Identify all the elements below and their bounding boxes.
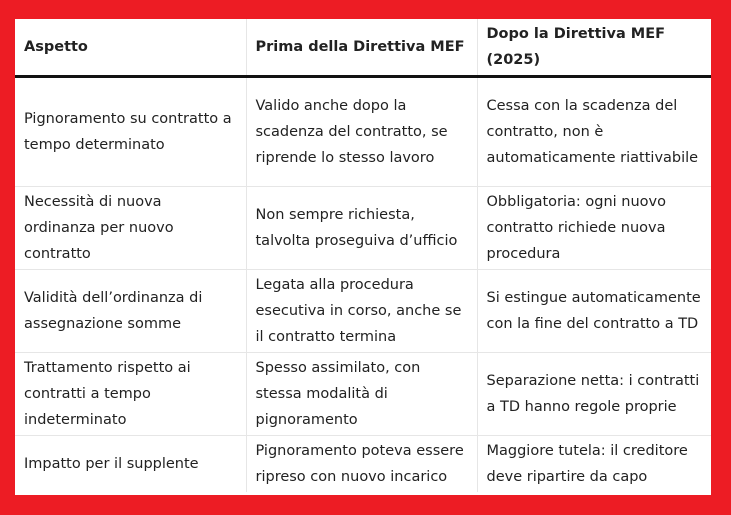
cell-aspetto: Pignoramento su contratto a tempo determinato bbox=[15, 76, 246, 186]
header-row bbox=[15, 19, 711, 76]
cell-dopo: Obbligatoria: ogni nuovo contratto richiede nuova procedura bbox=[477, 186, 711, 269]
header-prima: Prima della Direttiva MEF bbox=[246, 19, 477, 76]
table-row bbox=[15, 186, 711, 269]
table-row bbox=[15, 76, 711, 186]
comparison-panel bbox=[15, 19, 711, 495]
cell-aspetto: Impatto per il supplente bbox=[15, 435, 246, 492]
cell-aspetto: Trattamento rispetto ai contratti a tempo indeterminato bbox=[15, 352, 246, 435]
table-row bbox=[15, 435, 711, 492]
header-dopo: Dopo la Direttiva MEF (2025) bbox=[477, 19, 711, 76]
table-row bbox=[15, 269, 711, 352]
cell-prima: Pignoramento poteva essere ripreso con nuovo incarico bbox=[246, 435, 477, 492]
cell-prima: Valido anche dopo la scadenza del contratto, se riprende lo stesso lavoro bbox=[246, 76, 477, 186]
cell-dopo: Separazione netta: i contratti a TD hanno regole proprie bbox=[477, 352, 711, 435]
cell-dopo: Maggiore tutela: il creditore deve ripartire da capo bbox=[486, 442, 688, 485]
table-header bbox=[15, 19, 711, 76]
cell-prima: Spesso assimilato, con stessa modalità di pignoramento bbox=[246, 352, 477, 435]
comparison-table bbox=[15, 19, 711, 492]
table-body bbox=[15, 76, 711, 492]
table-row bbox=[15, 352, 711, 435]
cell-prima: Non sempre richiesta, talvolta proseguiva d’ufficio bbox=[246, 186, 477, 269]
cell-aspetto: Necessità di nuova ordinanza per nuovo contratto bbox=[15, 186, 246, 269]
header-aspetto: Aspetto bbox=[15, 19, 246, 76]
cell-dopo: Cessa con la scadenza del contratto, non è automaticamente riattivabile bbox=[477, 76, 711, 186]
cell-aspetto: Validità dell’ordinanza di assegnazione somme bbox=[15, 269, 246, 352]
cell-prima: Legata alla procedura esecutiva in corso, anche se il contratto termina bbox=[246, 269, 477, 352]
cell-dopo: Si estingue automaticamente con la fine del contratto a TD bbox=[477, 269, 711, 352]
